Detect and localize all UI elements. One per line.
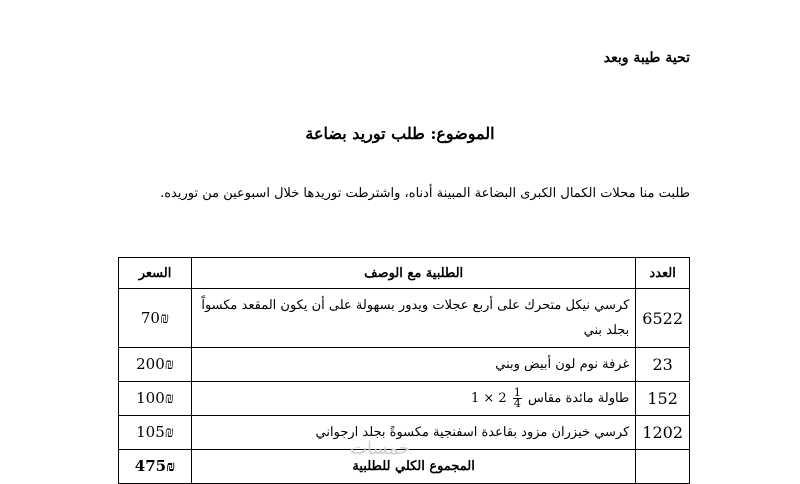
row-description: كرسي خيزران مزود بقاعدة اسفنجية مكسوةً بجلد ارجواني (192, 416, 636, 450)
row-count: 6522 (636, 289, 690, 348)
row-description: كرسي نيكل متحرك على أربع عجلات ويدور بسهولة على أن يكون المقعد مكسواً بجلد بني (192, 289, 636, 348)
fraction-numerator: 1 (513, 386, 521, 399)
header-price: السعر (119, 258, 192, 289)
subject-heading: الموضوع: طلب توريد بضاعة (305, 124, 495, 143)
description-prefix: طاولة مائدة مقاس (527, 391, 630, 406)
row-price: 200₪ (119, 348, 192, 382)
row-description (192, 382, 636, 416)
row-count: 1202 (636, 416, 690, 450)
header-count: العدد (636, 258, 690, 289)
row-count: 23 (636, 348, 690, 382)
fraction-denominator: 4 (513, 397, 521, 410)
fraction (513, 388, 522, 409)
table-row (119, 382, 690, 416)
description-suffix: 1 × 2 (470, 391, 507, 406)
row-description: غرفة نوم لون أبيض وبني (192, 348, 636, 382)
table-row (119, 289, 690, 348)
greeting: تحية طيبة وبعد (603, 50, 690, 66)
row-price: 100₪ (119, 382, 192, 416)
watermark: خمسات (350, 438, 411, 459)
table-row (119, 348, 690, 382)
total-price: 475₪ (119, 450, 192, 484)
row-price: 70₪ (119, 289, 192, 348)
total-label: المجموع الكلي للطلبية (192, 450, 636, 484)
body-paragraph: طلبت منا محلات الكمال الكبرى البضاعة المبينة أدناه، واشترطت توريدها خلال اسبوعين من توريده. (160, 186, 690, 201)
row-price: 105₪ (119, 416, 192, 450)
row-count (636, 450, 690, 484)
header-description: الطلبية مع الوصف (192, 258, 636, 289)
row-count: 152 (636, 382, 690, 416)
table-header-row (119, 258, 690, 289)
